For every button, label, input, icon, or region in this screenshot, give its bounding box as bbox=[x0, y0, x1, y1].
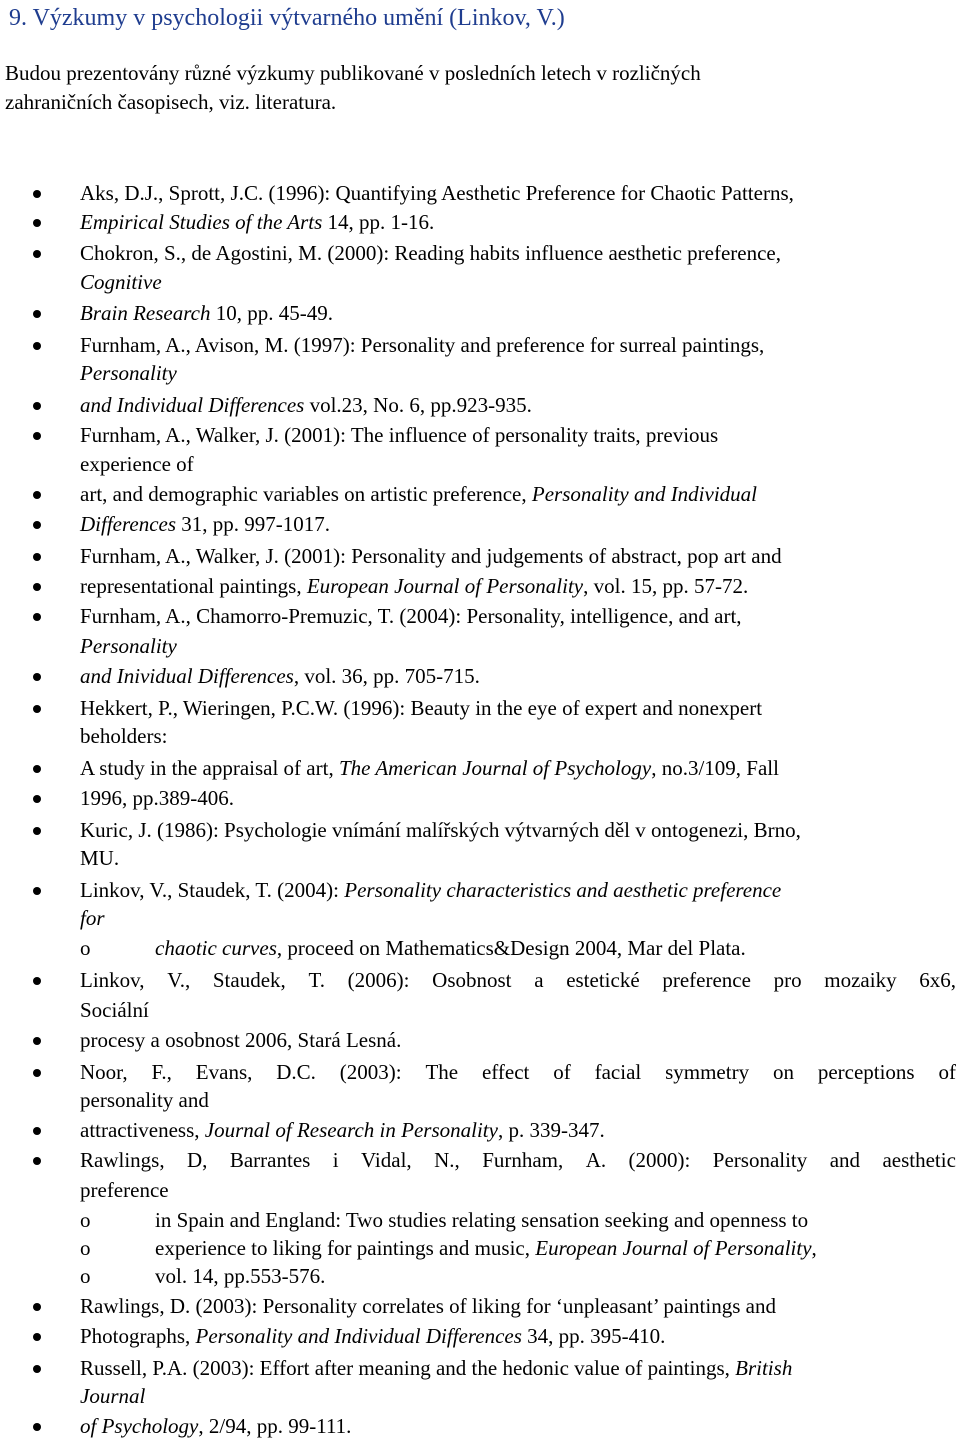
reference-text: Aks, D.J., Sprott, J.C. (1996): Quantifying Aesthetic Preference for Chaotic Patterns, bbox=[80, 181, 794, 205]
reference-line bbox=[0, 1145, 960, 1175]
reference-line bbox=[0, 1261, 960, 1291]
reference-line bbox=[0, 843, 960, 873]
reference-line bbox=[0, 1353, 960, 1383]
bullet-icon bbox=[33, 827, 41, 835]
sub-bullet-marker: o bbox=[80, 936, 91, 960]
reference-text: experience of bbox=[80, 452, 194, 476]
bullet-icon bbox=[33, 491, 41, 499]
reference-text: art, and demographic variables on artistic preference, Personality and Individual bbox=[80, 482, 758, 506]
bullet-icon bbox=[33, 765, 41, 773]
reference-line bbox=[0, 178, 960, 208]
reference-text: Linkov, V., Staudek, T. (2004): Personality characteristics and aesthetic preference bbox=[80, 878, 782, 902]
bullet-icon bbox=[33, 1365, 41, 1373]
bullet-icon bbox=[33, 977, 41, 985]
reference-text: for bbox=[80, 906, 105, 930]
reference-line bbox=[0, 1381, 960, 1411]
reference-line bbox=[0, 721, 960, 751]
sub-bullet-marker: o bbox=[80, 1264, 91, 1288]
reference-line bbox=[0, 1025, 960, 1055]
reference-line bbox=[0, 390, 960, 420]
reference-text: preference bbox=[80, 1178, 169, 1202]
reference-text: Furnham, A., Chamorro-Premuzic, T. (2004): Personality, intelligence, and art, bbox=[80, 604, 742, 628]
bullet-icon bbox=[33, 342, 41, 350]
reference-text: Sociální bbox=[80, 998, 149, 1022]
reference-line bbox=[0, 1411, 960, 1441]
reference-text: chaotic curves, proceed on Mathematics&Design 2004, Mar del Plata. bbox=[155, 936, 746, 960]
reference-text: of Psychology, 2/94, pp. 99-111. bbox=[80, 1414, 352, 1438]
reference-line bbox=[0, 601, 960, 631]
reference-text: representational paintings, European Journal of Personality, vol. 15, pp. 57-72. bbox=[80, 574, 749, 598]
bullet-icon bbox=[33, 613, 41, 621]
reference-text: Cognitive bbox=[80, 270, 162, 294]
reference-text: Personality bbox=[80, 361, 177, 385]
reference-text: Chokron, S., de Agostini, M. (2000): Reading habits influence aesthetic preference, bbox=[80, 241, 781, 265]
bullet-icon bbox=[33, 795, 41, 803]
reference-line bbox=[0, 358, 960, 388]
sub-bullet-marker: o bbox=[80, 1236, 91, 1260]
reference-text: Rawlings, D. (2003): Personality correlates of liking for ‘unpleasant’ paintings and bbox=[80, 1294, 776, 1318]
reference-text: Noor, F., Evans, D.C. (2003): The effect of facial symmetry on perceptions of bbox=[80, 1060, 956, 1084]
bullet-icon bbox=[33, 250, 41, 258]
reference-line bbox=[0, 875, 960, 905]
reference-line bbox=[0, 1233, 960, 1263]
bullet-icon bbox=[33, 190, 41, 198]
bullet-icon bbox=[33, 1069, 41, 1077]
bullet-icon bbox=[33, 432, 41, 440]
bullet-icon bbox=[33, 705, 41, 713]
reference-text: in Spain and England: Two studies relating sensation seeking and openness to bbox=[155, 1208, 809, 1232]
bullet-icon bbox=[33, 1423, 41, 1431]
reference-line bbox=[0, 1175, 960, 1205]
reference-text: MU. bbox=[80, 846, 120, 870]
bullet-icon bbox=[33, 553, 41, 561]
reference-line bbox=[0, 479, 960, 509]
bullet-icon bbox=[33, 1303, 41, 1311]
bullet-icon bbox=[33, 402, 41, 410]
reference-text: Journal bbox=[80, 1384, 146, 1408]
reference-text: Furnham, A., Walker, J. (2001): The influence of personality traits, previous bbox=[80, 423, 719, 447]
reference-line bbox=[0, 1057, 960, 1087]
reference-line bbox=[0, 1115, 960, 1145]
bullet-icon bbox=[33, 1037, 41, 1045]
bullet-icon bbox=[33, 583, 41, 591]
intro-line-2: zahraničních časopisech, viz. literatura. bbox=[5, 90, 337, 114]
reference-line bbox=[0, 541, 960, 571]
reference-line bbox=[0, 933, 960, 963]
reference-text: Hekkert, P., Wieringen, P.C.W. (1996): Beauty in the eye of expert and nonexpert bbox=[80, 696, 763, 720]
reference-line bbox=[0, 1205, 960, 1235]
reference-text: and Individual Differences vol.23, No. 6, pp.923-935. bbox=[80, 393, 532, 417]
reference-text: Empirical Studies of the Arts 14, pp. 1-16. bbox=[80, 210, 435, 234]
reference-line bbox=[0, 449, 960, 479]
reference-text: and Inividual Differences, vol. 36, pp. 705-715. bbox=[80, 664, 480, 688]
bullet-icon bbox=[33, 673, 41, 681]
reference-text: Rawlings, D, Barrantes i Vidal, N., Furnham, A. (2000): Personality and aesthetic bbox=[80, 1148, 956, 1172]
reference-line bbox=[0, 238, 960, 268]
reference-line bbox=[0, 631, 960, 661]
reference-text: experience to liking for paintings and music, European Journal of Personality, bbox=[155, 1236, 817, 1260]
bullet-icon bbox=[33, 887, 41, 895]
reference-text: Russell, P.A. (2003): Effort after meaning and the hedonic value of paintings, British bbox=[80, 1356, 793, 1380]
bullet-icon bbox=[33, 521, 41, 529]
sub-bullet-marker: o bbox=[80, 1208, 91, 1232]
reference-text: beholders: bbox=[80, 724, 168, 748]
reference-line bbox=[0, 965, 960, 995]
reference-line bbox=[0, 783, 960, 813]
page-title: 9. Výzkumy v psychologii výtvarného umění (Linkov, V.) bbox=[9, 5, 565, 31]
intro-line-1: Budou prezentovány různé výzkumy publikované v posledních letech v rozličných bbox=[5, 61, 701, 85]
bullet-icon bbox=[33, 1127, 41, 1135]
reference-text: Kuric, J. (1986): Psychologie vnímání malířských výtvarných děl v ontogenezi, Brno, bbox=[80, 818, 801, 842]
reference-line bbox=[0, 420, 960, 450]
reference-text: Differences 31, pp. 997-1017. bbox=[80, 512, 331, 536]
bullet-icon bbox=[33, 219, 41, 227]
reference-line bbox=[0, 298, 960, 328]
reference-text: personality and bbox=[80, 1088, 209, 1112]
reference-text: vol. 14, pp.553-576. bbox=[155, 1264, 326, 1288]
bullet-icon bbox=[33, 1333, 41, 1341]
reference-line bbox=[0, 995, 960, 1025]
reference-text: A study in the appraisal of art, The American Journal of Psychology, no.3/109, Fall bbox=[80, 756, 779, 780]
reference-line bbox=[0, 571, 960, 601]
bullet-icon bbox=[33, 310, 41, 318]
reference-line bbox=[0, 1321, 960, 1351]
reference-text: Photographs, Personality and Individual Differences 34, pp. 395-410. bbox=[80, 1324, 666, 1348]
reference-line bbox=[0, 693, 960, 723]
reference-line bbox=[0, 1291, 960, 1321]
bullet-icon bbox=[33, 1157, 41, 1165]
reference-line bbox=[0, 1085, 960, 1115]
reference-text: Personality bbox=[80, 634, 177, 658]
reference-text: Brain Research 10, pp. 45-49. bbox=[80, 301, 333, 325]
reference-text: Furnham, A., Walker, J. (2001): Personality and judgements of abstract, pop art and bbox=[80, 544, 782, 568]
reference-line bbox=[0, 661, 960, 691]
reference-text: procesy a osobnost 2006, Stará Lesná. bbox=[80, 1028, 402, 1052]
reference-text: Linkov, V., Staudek, T. (2006): Osobnost a estetické preference pro mozaiky 6x6, bbox=[80, 968, 956, 992]
reference-text: 1996, pp.389-406. bbox=[80, 786, 234, 810]
reference-line bbox=[0, 753, 960, 783]
reference-text: attractiveness, Journal of Research in Personality, p. 339-347. bbox=[80, 1118, 605, 1142]
reference-text: Furnham, A., Avison, M. (1997): Personality and preference for surreal paintings, bbox=[80, 333, 765, 357]
reference-line bbox=[0, 330, 960, 360]
reference-line bbox=[0, 815, 960, 845]
reference-line bbox=[0, 903, 960, 933]
reference-line bbox=[0, 207, 960, 237]
reference-line bbox=[0, 267, 960, 297]
reference-line bbox=[0, 509, 960, 539]
